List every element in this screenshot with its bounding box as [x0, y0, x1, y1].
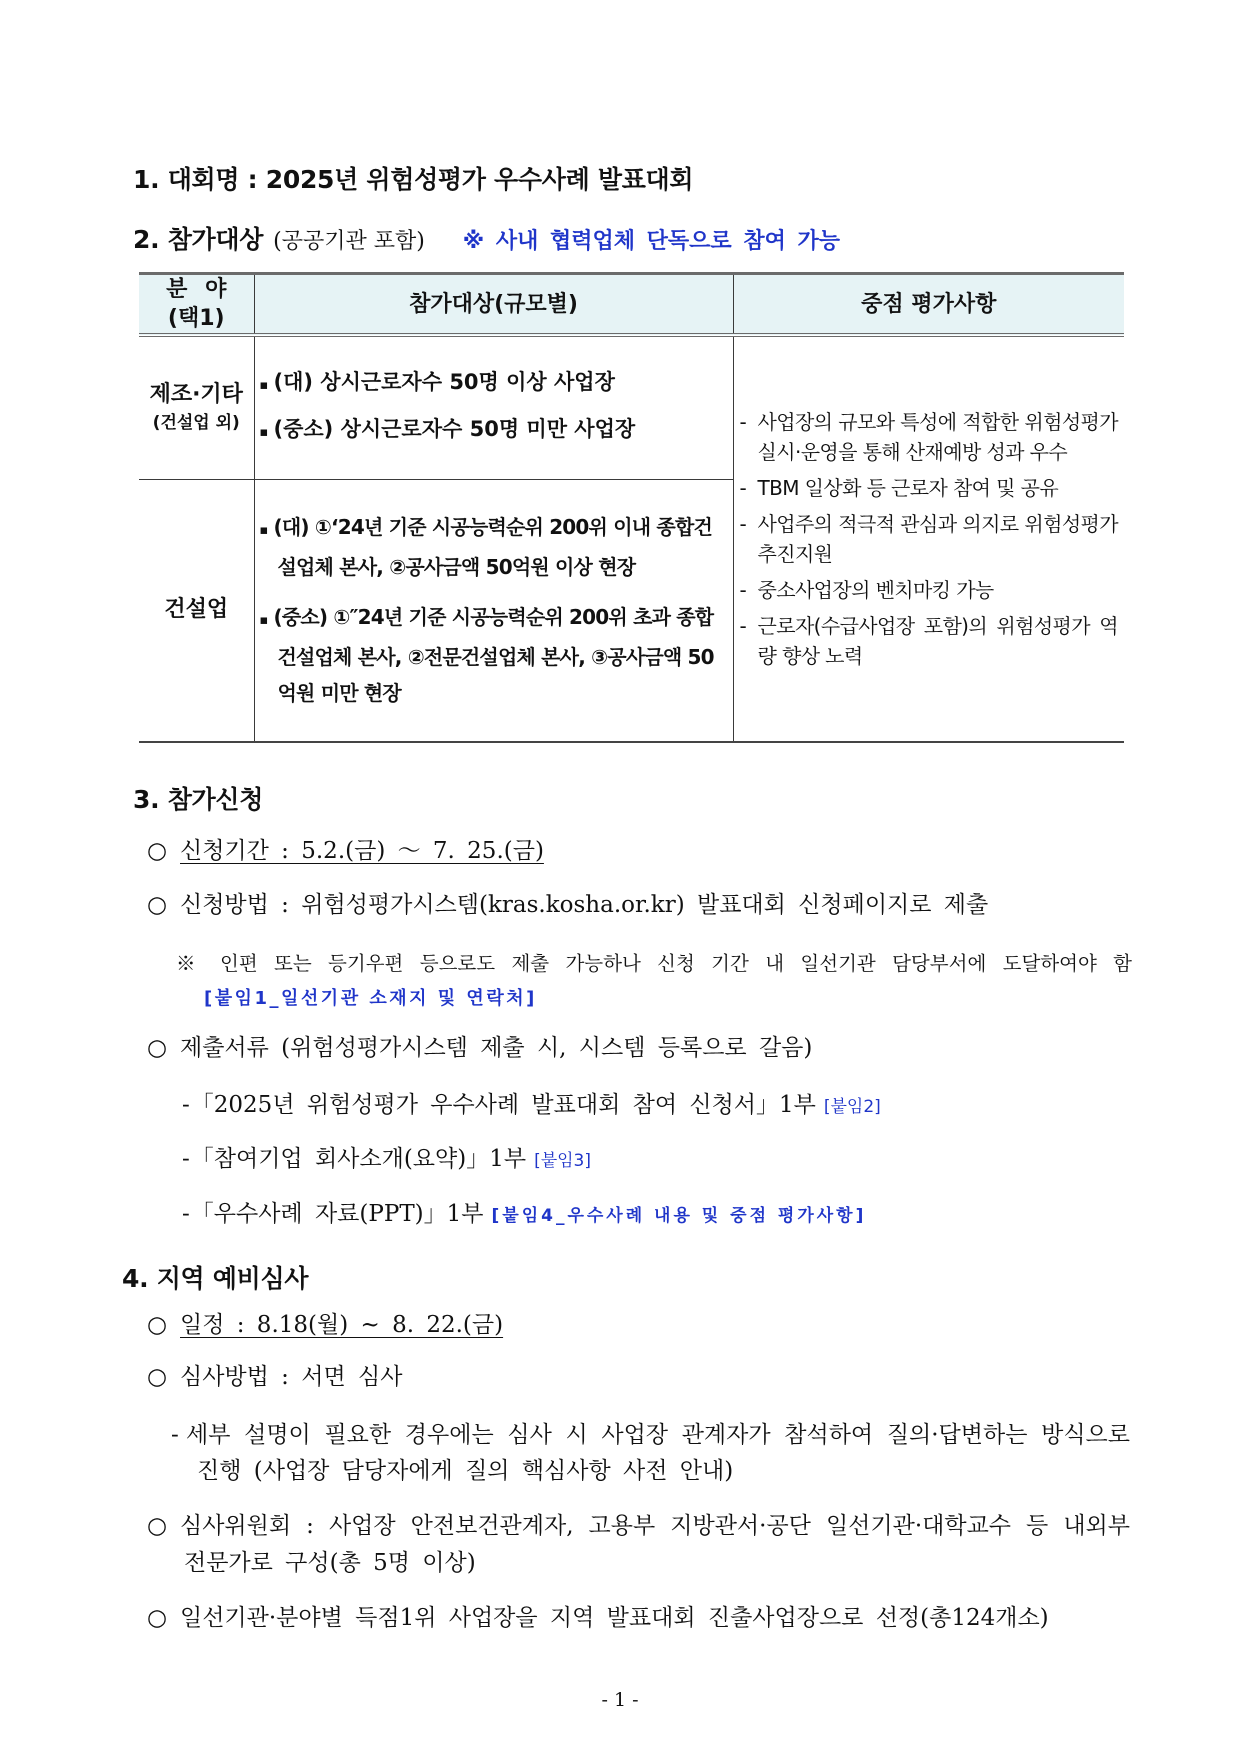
bullet-square-icon: ▪: [259, 613, 269, 629]
review-method-detail-text: 세부 설명이 필요한 경우에는 심사 시 사업장 관계자가 참석하여 질의·답변하는 방식으로 진행 (사업장 담당자에게 질의 핵심사항 사전 안내): [186, 1422, 1130, 1484]
dash-marker: -: [182, 1201, 190, 1227]
bullet-square-icon: ▪: [259, 425, 269, 441]
dash-marker: -: [171, 1422, 179, 1448]
header-field-sublabel: (택1): [167, 306, 225, 331]
section-2-heading-line: [133, 225, 840, 259]
header-target-cell: [254, 274, 733, 336]
application-method-note: ※ 인편 또는 등기우편 등으로도 제출 가능하나 신청 기간 내 일선기관 담당부서에 도달하여야 함: [176, 952, 1132, 975]
target-text: (중소) 상시근로자수 50명 미만 사업장: [273, 417, 636, 442]
dash-marker: -: [739, 578, 747, 602]
circle-marker: ○: [147, 1605, 168, 1631]
selection-rule-text: 일선기관·분야별 득점1위 사업장을 지역 발표대회 진출사업장으로 선정(총124개소): [180, 1605, 1049, 1631]
section-2-notice: ※ 사내 협력업체 단독으로 참여 가능: [462, 229, 840, 254]
required-documents-text: 제출서류 (위험성평가시스템 제출 시, 시스템 등록으로 갈음): [180, 1035, 813, 1061]
application-period: [147, 833, 1130, 869]
circle-marker: ○: [147, 1364, 168, 1390]
circle-marker: ○: [147, 1035, 168, 1061]
criteria-item: [740, 509, 1119, 569]
attachment-reference: [붙임4_우수사례 내용 및 중점 평가사항]: [491, 1206, 867, 1226]
circle-marker: ○: [147, 1513, 168, 1539]
document-item-text: 「우수사례 자료(PPT)」1부: [190, 1201, 484, 1227]
dash-marker: -: [182, 1146, 190, 1172]
review-method-detail: [171, 1417, 1130, 1489]
attachment-1-reference: [붙임1_일선기관 소재지 및 연락처]: [204, 988, 537, 1009]
field-label: 건설업: [164, 597, 229, 623]
dash-marker: -: [182, 1092, 190, 1118]
section-4-heading: 4. 지역 예비심사: [122, 1264, 309, 1293]
target-item: [260, 509, 729, 585]
criteria-text: 사업장의 규모와 특성에 적합한 위험성평가 실시·운영을 통해 산재예방 성과 우수: [757, 410, 1118, 464]
criteria-item: [740, 473, 1119, 503]
criteria-cell: [733, 335, 1124, 742]
section-2-heading: 2. 참가대상: [133, 225, 264, 254]
criteria-text: 사업주의 적극적 관심과 의지로 위험성평가 추진지원: [757, 512, 1118, 566]
circle-marker: ○: [147, 838, 168, 864]
attachment-reference: [붙임3]: [534, 1151, 592, 1171]
page-number: - 1 -: [601, 1689, 639, 1711]
field-cell: [139, 479, 254, 742]
document-item: [182, 1087, 1130, 1125]
review-committee: [147, 1508, 1130, 1582]
review-method: [147, 1359, 1130, 1395]
application-period-text: 신청기간 : 5.2.(금) ～ 7. 25.(금): [180, 838, 544, 864]
participation-table: [139, 272, 1124, 743]
target-item: [260, 414, 729, 448]
table-row: [139, 335, 1124, 479]
attachment-reference: [붙임2]: [823, 1097, 881, 1117]
field-sublabel: (건설업 외): [152, 412, 240, 433]
header-criteria-cell: [733, 274, 1124, 336]
target-cell: [254, 335, 733, 479]
header-criteria-label: 중점 평가사항: [861, 291, 997, 317]
target-item: [260, 367, 729, 401]
criteria-text: TBM 일상화 등 근로자 참여 및 공유: [757, 476, 1059, 500]
dash-marker: -: [739, 614, 747, 638]
section-1-heading: 1. 대회명 : 2025년 위험성평가 우수사례 발표대회: [133, 165, 694, 194]
criteria-item: [740, 407, 1119, 467]
target-text: (대) 상시근로자수 50명 이상 사업장: [273, 370, 615, 395]
document-item: [182, 1141, 1130, 1179]
criteria-item: [740, 575, 1119, 605]
header-target-label: 참가대상(규모별): [409, 291, 578, 317]
review-committee-text: 심사위원회 : 사업장 안전보건관계자, 고용부 지방관서·공단 일선기관·대학교수 등 내외부 전문가로 구성(총 5명 이상): [180, 1513, 1130, 1576]
header-field-label: 분 야: [166, 277, 227, 302]
dash-marker: -: [739, 512, 747, 536]
target-cell: [254, 479, 733, 742]
bullet-square-icon: ▪: [259, 378, 269, 394]
criteria-text: 중소사업장의 벤치마킹 가능: [757, 578, 994, 602]
criteria-item: [740, 611, 1119, 671]
required-documents: [147, 1030, 1130, 1066]
document-item-text: 「참여기업 회사소개(요약)」1부: [190, 1146, 527, 1172]
document-item-text: 「2025년 위험성평가 우수사례 발표대회 참여 신청서」1부: [190, 1092, 816, 1118]
review-method-text: 심사방법 : 서면 심사: [180, 1364, 403, 1390]
section-3-heading: 3. 참가신청: [133, 785, 264, 814]
circle-marker: ○: [147, 1312, 168, 1338]
review-schedule: [147, 1307, 1130, 1343]
target-text: (중소) ①″24년 기준 시공능력순위 200위 초과 종합건설업체 본사, ②전문건설업체 본사, ③공사금액 50억원 미만 현장: [273, 605, 714, 706]
target-text: (대) ①‘24년 기준 시공능력순위 200위 이내 종합건설업체 본사, ②공사금액 50억원 이상 현장: [273, 515, 712, 580]
target-item: [260, 599, 729, 711]
application-method-text: 신청방법 : 위험성평가시스템(kras.kosha.or.kr) 발표대회 신청페이지로 제출: [180, 892, 989, 918]
bullet-square-icon: ▪: [259, 523, 269, 539]
field-cell: [139, 335, 254, 479]
dash-marker: -: [739, 476, 747, 500]
document-item: [182, 1196, 1130, 1234]
table-header-row: [139, 274, 1124, 336]
selection-rule: [147, 1600, 1130, 1636]
circle-marker: ○: [147, 892, 168, 918]
application-method: [147, 887, 1130, 923]
review-schedule-text: 일정 : 8.18(월) ~ 8. 22.(금): [180, 1312, 504, 1338]
criteria-text: 근로자(수급사업장 포함)의 위험성평가 역량 향상 노력: [757, 614, 1118, 668]
dash-marker: -: [739, 410, 747, 434]
section-2-heading-note: (공공기관 포함): [273, 229, 425, 254]
header-field-cell: [139, 274, 254, 336]
field-label: 제조·기타: [149, 381, 243, 407]
